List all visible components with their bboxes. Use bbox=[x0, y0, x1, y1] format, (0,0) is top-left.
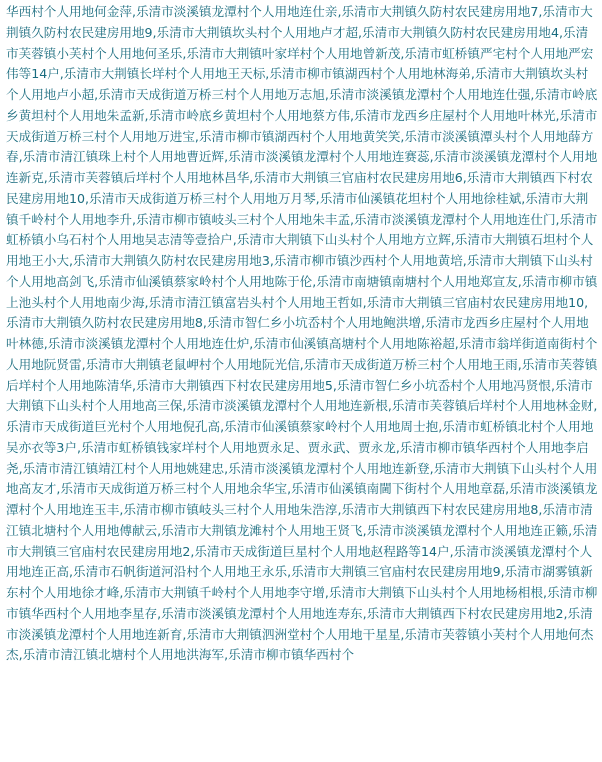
document-body bbox=[6, 2, 598, 762]
land-use-listing-text: 华西村个人用地何金萍,乐清市淡溪镇龙潭村个人用地连仕亲,乐清市大荆镇久防村农民建房用地7,乐清市大荆镇久防村农民建房用地9,乐清市大荆镇坎头村个人用地卢才超,乐清市大荆镇久防村农民建房用地4,乐清市芙蓉镇小芙村个人用地何圣乐,乐清市大荆镇叶家垟村个人用地曾新茂,乐清市虹桥镇严宅村个人用地严宏伟等14户,乐清市大荆镇长垟村个人用地王天标,乐清市柳市镇湖西村个人用地林海弟,乐清市大荆镇坎头村个人用地卢小超,乐清市天成街道万桥三村个人用地万志旭,乐清市淡溪镇龙潭村个人用地连仕强,乐清市岭底乡黄坦村个人用地朱孟新,乐清市岭底乡黄坦村个人用地蔡方伟,乐清市龙西乡庄屋村个人用地叶林光,乐清市天成街道万桥三村个人用地万进宝,乐清市柳市镇湖西村个人用地黄笑笑,乐清市淡溪镇潭头村个人用地薛方春,乐清市清江镇珠上村个人用地曹近辉,乐清市淡溪镇龙潭村个人用地连赛蕊,乐清市淡溪镇龙潭村个人用地连新克,乐清市芙蓉镇后垟村个人用地林昌华,乐清市大荆镇三官庙村农民建房用地6,乐清市大荆镇西下村农民建房用地10,乐清市天成街道万桥三村个人用地万月琴,乐清市仙溪镇花坦村个人用地徐桂斌,乐清市大荆镇千岭村个人用地李升,乐清市柳市镇岐头三村个人用地朱丰孟,乐清市淡溪镇龙潭村个人用地连仕门,乐清市虹桥镇小乌石村个人用地吴志清等壹拾户,乐清市大荆镇下山头村个人用地方立辉,乐清市大荆镇石坦村个人用地王小大,乐清市大荆镇久防村农民建房用地3,乐清市柳市镇沙西村个人用地黄培,乐清市大荆镇下山头村个人用地高剑飞,乐清市仙溪镇蔡家岭村个人用地陈于伦,乐清市南塘镇南塘村个人用地郑宣友,乐清市柳市镇上池头村个人用地南少海,乐清市清江镇富岩头村个人用地王哲如,乐清市大荆镇三官庙村农民建房用地10,乐清市大荆镇久防村农民建房用地8,乐清市智仁乡小坑岙村个人用地鲍洪增,乐清市龙西乡庄屋村个人用地叶林德,乐清市淡溪镇龙潭村个人用地连仕炉,乐清市仙溪镇高塘村个人用地陈裕超,乐清市翁垟街道南街村个人用地阮贤雷,乐清市大荆镇老鼠岬村个人用地阮光信,乐清市天成街道万桥三村个人用地王雨,乐清市芙蓉镇后垟村个人用地陈清华,乐清市大荆镇西下村农民建房用地5,乐清市智仁乡小坑岙村个人用地冯贤恨,乐清市大荆镇下山头村个人用地高三保,乐清市淡溪镇龙潭村个人用地连新根,乐清市芙蓉镇后垟村个人用地林金财,乐清市天成街道巨光村个人用地倪孔高,乐清市仙溪镇蔡家岭村个人用地周士抱,乐清市虹桥镇北村个人用地吴亦衣等3户,乐清市虹桥镇钱家垟村个人用地贾永足、贾永武、贾永龙,乐清市柳市镇华西村个人用地李启尧,乐清市清江镇靖江村个人用地姚建忠,乐清市淡溪镇龙潭村个人用地连新登,乐清市大荆镇下山头村个人用地高友才,乐清市天成街道万桥三村个人用地余华宝,乐清市仙溪镇南閫下街村个人用地章磊,乐清市淡溪镇龙潭村个人用地连玉丰,乐清市柳市镇岐头三村个人用地朱浩淳,乐清市大荆镇西下村农民建房用地8,乐清市清江镇北塘村个人用地傅献云,乐清市大荆镇龙滩村个人用地王贤飞,乐清市淡溪镇龙潭村个人用地连正籁,乐清市大荆镇三官庙村农民建房用地2,乐清市天成街道巨星村个人用地赵程路等14户,乐清市淡溪镇龙潭村个人用地连正高,乐清市石帆街道河沿村个人用地王永乐,乐清市大荆镇三官庙村农民建房用地9,乐清市湖雾镇新东村个人用地徐才峰,乐清市大荆镇千岭村个人用地李守增,乐清市大荆镇下山头村个人用地杨相根,乐清市柳市镇华西村个人用地李星存,乐清市淡溪镇龙潭村个人用地连寿东,乐清市大荆镇西下村农民建房用地2,乐清市淡溪镇龙潭村个人用地连新育,乐清市大荆镇泗洲堂村个人用地干星星,乐清市芙蓉镇小芙村个人用地何杰杰,乐清市清江镇北塘村个人用地洪海军,乐清市柳市镇华西村个 bbox=[6, 4, 598, 663]
